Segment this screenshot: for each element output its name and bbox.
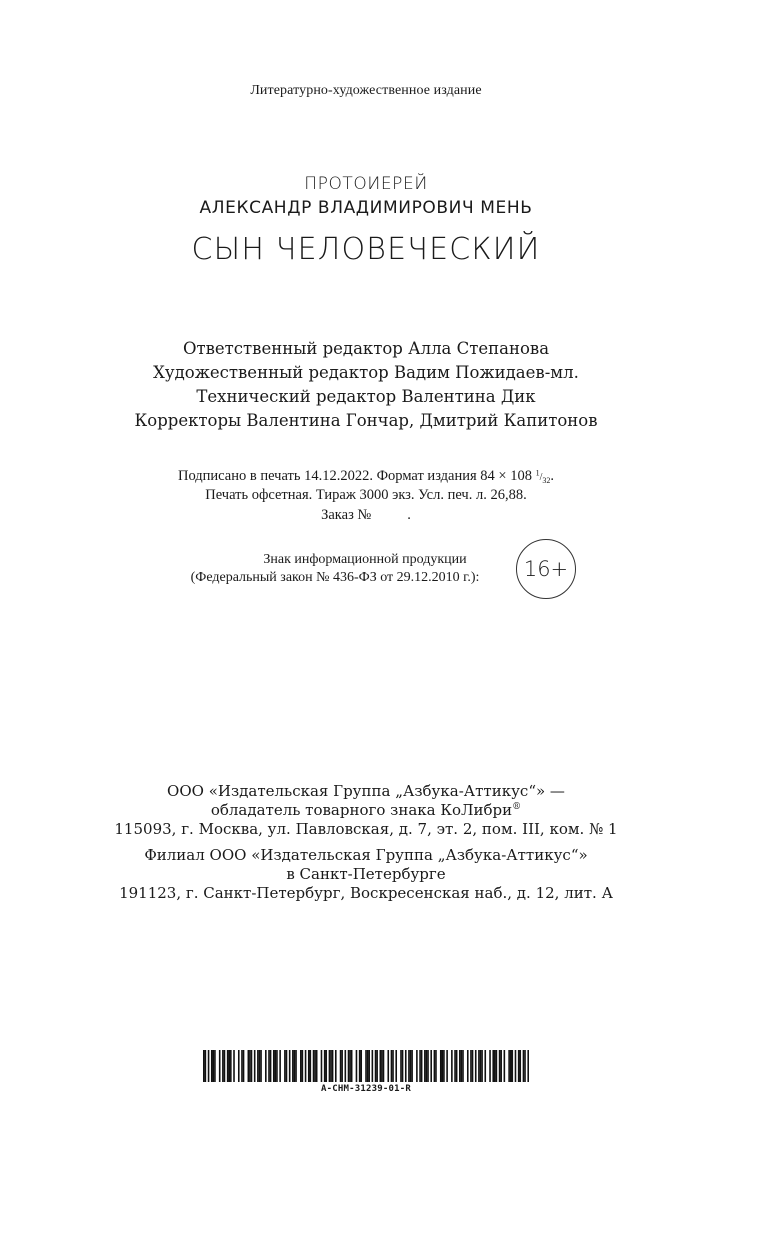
barcode-bar xyxy=(316,1050,318,1082)
barcode-bar xyxy=(211,1050,213,1082)
barcode-bar xyxy=(238,1050,240,1082)
order-end: . xyxy=(407,507,411,523)
barcode-bar xyxy=(395,1050,397,1082)
print-signed-text: Подписано в печать 14.12.2022. Формат издания 84 × 108 xyxy=(177,468,536,484)
barcode-bar xyxy=(208,1050,210,1082)
publisher-address: 115093, г. Москва, ул. Павловская, д. 7, эт. 2, пом. III, ком. № 1 xyxy=(114,820,618,838)
barcode-bar xyxy=(475,1050,477,1082)
barcode-bar xyxy=(335,1050,337,1082)
barcode-bar xyxy=(330,1050,332,1082)
barcode-bar xyxy=(421,1050,423,1082)
barcode-bar xyxy=(459,1050,461,1082)
barcode-bar xyxy=(380,1050,382,1082)
barcode-bar xyxy=(295,1050,297,1082)
barcode-bar xyxy=(292,1050,294,1082)
barcode-bar xyxy=(478,1050,480,1082)
barcode-bar xyxy=(351,1050,353,1082)
barcode-bar xyxy=(259,1050,261,1082)
barcode-bar xyxy=(228,1050,230,1082)
rating-label: Знак информационной продукции xyxy=(263,552,467,567)
barcode-bar xyxy=(523,1050,525,1082)
barcode-bar xyxy=(427,1050,429,1082)
barcode-bar xyxy=(265,1050,267,1082)
barcode-bar xyxy=(324,1050,326,1082)
barcode-bar xyxy=(321,1050,323,1082)
barcode-bar xyxy=(300,1050,302,1082)
format-denominator: 32 xyxy=(542,476,551,485)
barcode-bar xyxy=(454,1050,456,1082)
barcode-bar xyxy=(461,1050,463,1082)
barcode-bar xyxy=(314,1050,316,1082)
barcode-bar xyxy=(400,1050,402,1082)
barcode-bar xyxy=(472,1050,474,1082)
barcode-bar xyxy=(214,1050,216,1082)
credit-responsible-editor: Ответственный редактор Алла Степанова xyxy=(182,339,550,358)
publisher-trademark-text: обладатель товарного знака КоЛибри xyxy=(210,801,513,819)
barcode-bar xyxy=(456,1050,458,1082)
barcode-bar xyxy=(408,1050,410,1082)
barcode-bar xyxy=(273,1050,275,1082)
barcode-bar xyxy=(340,1050,342,1082)
barcode-bar xyxy=(329,1050,331,1082)
barcode-bar xyxy=(224,1050,226,1082)
order-line xyxy=(0,507,732,524)
publisher-name: ООО «Издательская Группа „Азбука-Аттикус“» — xyxy=(167,782,565,800)
book-title: СЫН ЧЕЛОВЕЧЕСКИЙ xyxy=(191,232,541,267)
barcode-bar xyxy=(467,1050,469,1082)
barcode xyxy=(203,1050,529,1082)
barcode-bar xyxy=(219,1050,221,1082)
barcode-bar xyxy=(302,1050,304,1082)
barcode-bar xyxy=(424,1050,426,1082)
barcode-bar xyxy=(260,1050,262,1082)
print-signed-end: . xyxy=(550,468,554,484)
order-label: Заказ № xyxy=(321,507,372,523)
barcode-bar xyxy=(442,1050,444,1082)
barcode-bar xyxy=(376,1050,378,1082)
barcode-text: A-CHM-31239-01-R xyxy=(321,1084,411,1094)
barcode-bar xyxy=(484,1050,486,1082)
barcode-bar xyxy=(462,1050,464,1082)
rating-law: (Федеральный закон № 436-ФЗ от 29.12.2010 г.): xyxy=(190,570,480,585)
barcode-bar xyxy=(410,1050,412,1082)
barcode-bar xyxy=(481,1050,483,1082)
barcode-bar xyxy=(275,1050,277,1082)
barcode-bar xyxy=(360,1050,362,1082)
barcode-bar xyxy=(233,1050,235,1082)
barcode-bar xyxy=(222,1050,224,1082)
barcode-bar xyxy=(446,1050,448,1082)
barcode-bar xyxy=(519,1050,521,1082)
barcode-bar xyxy=(496,1050,498,1082)
barcode-bar xyxy=(494,1050,496,1082)
barcode-bar xyxy=(435,1050,437,1082)
barcode-bar xyxy=(286,1050,288,1082)
barcode-bar xyxy=(434,1050,436,1082)
barcode-bar xyxy=(359,1050,361,1082)
edition-type: Литературно-художественное издание xyxy=(250,83,482,98)
branch-city: в Санкт-Петербурге xyxy=(286,865,446,883)
author-rank: ПРОТОИЕРЕЙ xyxy=(304,174,428,194)
barcode-bar xyxy=(279,1050,281,1082)
branch-address: 191123, г. Санкт-Петербург, Воскресенская наб., д. 12, лит. А xyxy=(119,884,613,902)
branch-name: Филиал ООО «Издательская Группа „Азбука-Аттикус“» xyxy=(144,846,588,864)
barcode-bar xyxy=(227,1050,229,1082)
age-rating-badge: 16+ xyxy=(516,539,576,599)
barcode-bar xyxy=(308,1050,310,1082)
barcode-bar xyxy=(305,1050,307,1082)
barcode-bar xyxy=(348,1050,350,1082)
barcode-bar xyxy=(284,1050,286,1082)
barcode-bar xyxy=(257,1050,259,1082)
barcode-bar xyxy=(372,1050,374,1082)
credit-proofreaders: Корректоры Валентина Гончар, Дмитрий Капитонов xyxy=(134,411,598,430)
barcode-bar xyxy=(241,1050,243,1082)
barcode-bar xyxy=(367,1050,369,1082)
barcode-bar xyxy=(289,1050,291,1082)
print-run-line: Печать офсетная. Тираж 3000 экз. Усл. печ. л. 26,88. xyxy=(205,487,527,503)
barcode-bar xyxy=(325,1050,327,1082)
barcode-bar xyxy=(268,1050,270,1082)
barcode-bar xyxy=(270,1050,272,1082)
registered-mark: ® xyxy=(512,802,522,812)
barcode-bar xyxy=(443,1050,445,1082)
barcode-bar xyxy=(387,1050,389,1082)
barcode-bar xyxy=(392,1050,394,1082)
barcode-bar xyxy=(345,1050,347,1082)
barcode-bar xyxy=(375,1050,377,1082)
format-numerator: 1 xyxy=(535,468,540,478)
barcode-bar xyxy=(341,1050,343,1082)
publisher-trademark xyxy=(0,801,732,819)
barcode-bar xyxy=(203,1050,205,1082)
author-name: АЛЕКСАНДР ВЛАДИМИРОВИЧ МЕНЬ xyxy=(199,198,533,218)
barcode-bar xyxy=(440,1050,442,1082)
barcode-bar xyxy=(368,1050,370,1082)
barcode-bar xyxy=(276,1050,278,1082)
barcode-bar xyxy=(243,1050,245,1082)
barcode-bar xyxy=(381,1050,383,1082)
barcode-bar xyxy=(248,1050,250,1082)
barcode-bar xyxy=(332,1050,334,1082)
print-signed-line xyxy=(0,468,732,485)
barcode-bar xyxy=(527,1050,529,1082)
barcode-bar xyxy=(510,1050,512,1082)
barcode-bar xyxy=(365,1050,367,1082)
barcode-bar xyxy=(230,1050,232,1082)
barcode-bar xyxy=(405,1050,407,1082)
barcode-bar xyxy=(416,1050,418,1082)
barcode-bar xyxy=(391,1050,393,1082)
barcode-bar xyxy=(356,1050,358,1082)
barcode-bar xyxy=(480,1050,482,1082)
barcode-bar xyxy=(254,1050,256,1082)
barcode-bar xyxy=(426,1050,428,1082)
barcode-bar xyxy=(419,1050,421,1082)
barcode-bar xyxy=(411,1050,413,1082)
barcode-bar xyxy=(470,1050,472,1082)
barcode-bar xyxy=(515,1050,517,1082)
barcode-bar xyxy=(249,1050,251,1082)
barcode-bar xyxy=(310,1050,312,1082)
credit-art-editor: Художественный редактор Вадим Пожидаев-мл. xyxy=(153,363,579,382)
barcode-bar xyxy=(402,1050,404,1082)
barcode-bar xyxy=(313,1050,315,1082)
barcode-bar xyxy=(492,1050,494,1082)
barcode-bar xyxy=(213,1050,215,1082)
barcode-bar xyxy=(294,1050,296,1082)
format-fraction: $^1/_{32}$ xyxy=(535,468,551,485)
barcode-bar xyxy=(489,1050,491,1082)
barcode-bar xyxy=(430,1050,432,1082)
barcode-bar xyxy=(383,1050,385,1082)
barcode-bar xyxy=(524,1050,526,1082)
barcode-bar xyxy=(500,1050,502,1082)
barcode-bar xyxy=(504,1050,506,1082)
barcode-bar xyxy=(508,1050,510,1082)
credit-technical-editor: Технический редактор Валентина Дик xyxy=(196,387,536,406)
barcode-bar xyxy=(518,1050,520,1082)
barcode-bar xyxy=(349,1050,351,1082)
barcode-bar xyxy=(512,1050,514,1082)
barcode-bar xyxy=(451,1050,453,1082)
barcode-bar xyxy=(251,1050,253,1082)
barcode-bar xyxy=(499,1050,501,1082)
barcode-bar xyxy=(205,1050,207,1082)
